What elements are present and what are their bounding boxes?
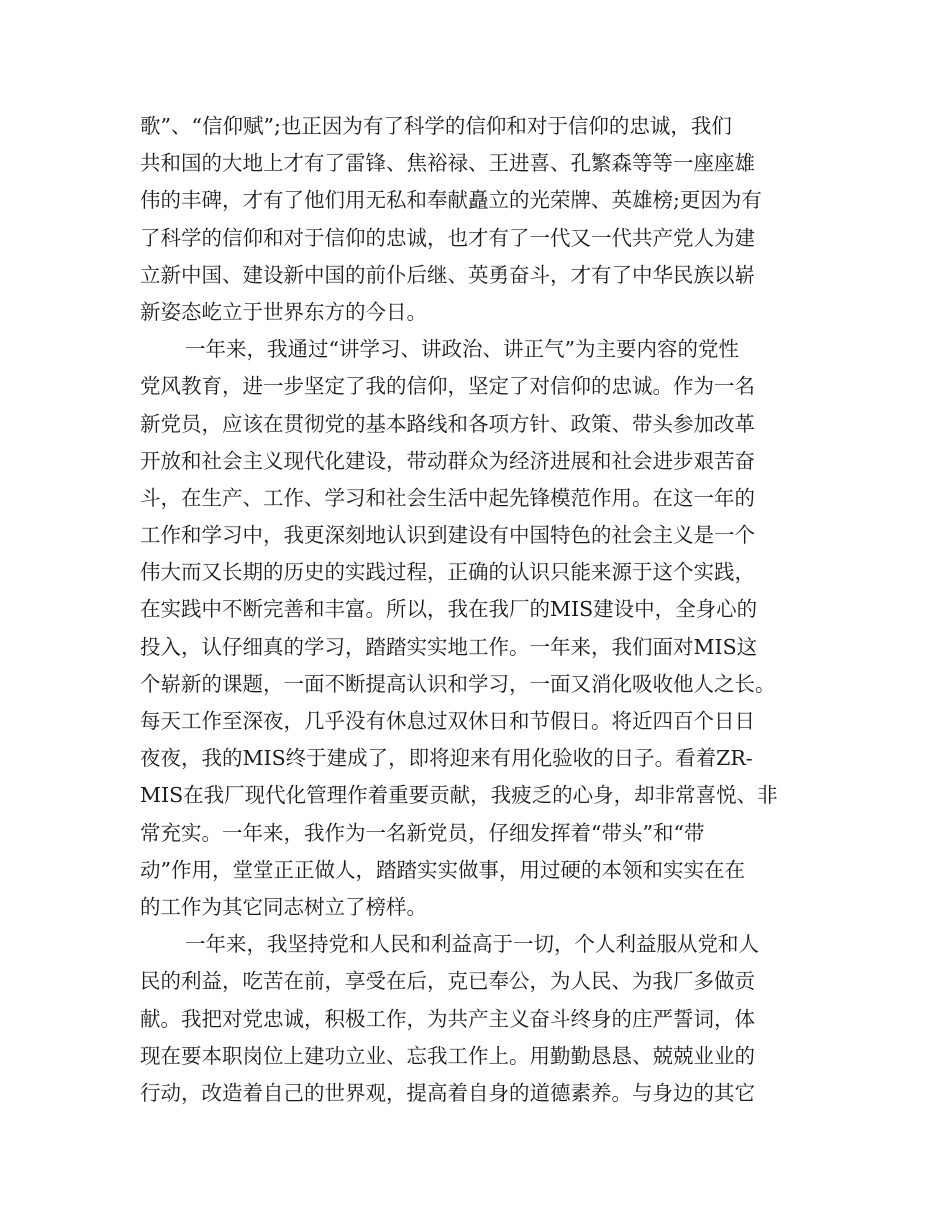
text-line: 献。我把对党忠诚，积极工作，为共产主义奋斗终身的庄严誓词，体 xyxy=(140,1006,755,1031)
text-line: 党风教育，进一步坚定了我的信仰，坚定了对信仰的忠诚。作为一名 xyxy=(140,374,755,399)
text-line: 开放和社会主义现代化建设，带动群众为经济进展和社会进步艰苦奋 xyxy=(140,448,755,473)
text-line: 新党员，应该在贯彻党的基本路线和各项方针、政策、带头参加改革 xyxy=(140,411,755,436)
text-line: 伟的丰碑，才有了他们用无私和奉献矗立的光荣牌、英雄榜;更因为有 xyxy=(140,188,762,213)
text-line: 歌”、“信仰赋”;也正因为有了科学的信仰和对于信仰的忠诚，我们 xyxy=(140,114,732,138)
text-line: 立新中国、建设新中国的前仆后继、英勇奋斗，才有了中华民族以崭 xyxy=(140,262,755,287)
text-line: 的工作为其它同志树立了榜样。 xyxy=(140,894,427,919)
document-body xyxy=(140,108,820,1112)
text-line: 个崭新的课题，一面不断提高认识和学习，一面又消化吸收他人之长。 xyxy=(140,671,776,696)
text-line: 在实践中不断完善和丰富。所以，我在我厂的MIS建设中，全身心的 xyxy=(140,597,758,622)
text-line: 一年来，我坚持党和人民和利益高于一切，个人利益服从党和人 xyxy=(185,932,759,957)
text-line: 斗，在生产、工作、学习和社会生活中起先锋模范作用。在这一年的 xyxy=(140,485,755,510)
text-line: 新姿态屹立于世界东方的今日。 xyxy=(140,299,427,324)
text-line: 现在要本职岗位上建功立业、忘我工作上。用勤勤恳恳、兢兢业业的 xyxy=(140,1043,755,1068)
text-line: 动”作用，堂堂正正做人，踏踏实实做事，用过硬的本领和实实在在 xyxy=(140,857,745,882)
paragraph-2 xyxy=(140,331,820,926)
text-line: 民的利益，吃苦在前，享受在后，克已奉公，为人民、为我厂多做贡 xyxy=(140,969,755,994)
text-line: 行动，改造着自己的世界观，提高着自身的道德素养。与身边的其它 xyxy=(140,1080,755,1105)
text-line: 了科学的信仰和对于信仰的忠诚，也才有了一代又一代共产党人为建 xyxy=(140,225,755,250)
text-line: 共和国的大地上才有了雷锋、焦裕禄、王进喜、孔繁森等等一座座雄 xyxy=(140,151,755,176)
paragraph-3 xyxy=(140,926,820,1112)
text-line: MIS在我厂现代化管理作着重要贡献，我疲乏的心身，却非常喜悦、非 xyxy=(140,783,778,808)
text-line: 夜夜，我的MIS终于建成了，即将迎来有用化验收的日子。看着ZR- xyxy=(140,746,753,771)
text-line: 工作和学习中，我更深刻地认识到建设有中国特色的社会主义是一个 xyxy=(140,523,755,548)
text-line: 伟大而又长期的历史的实践过程，正确的认识只能来源于这个实践， xyxy=(140,560,755,585)
paragraph-1 xyxy=(140,108,820,331)
text-line: 一年来，我通过“讲学习、讲政治、讲正气”为主要内容的党性 xyxy=(185,337,739,362)
text-line: 每天工作至深夜，几乎没有休息过双休日和节假日。将近四百个日日 xyxy=(140,709,755,733)
text-line: 常充实。一年来，我作为一名新党员，仔细发挥着“带头”和“带 xyxy=(140,820,705,845)
text-line: 投入，认仔细真的学习，踏踏实实地工作。一年来，我们面对MIS这 xyxy=(140,634,758,659)
